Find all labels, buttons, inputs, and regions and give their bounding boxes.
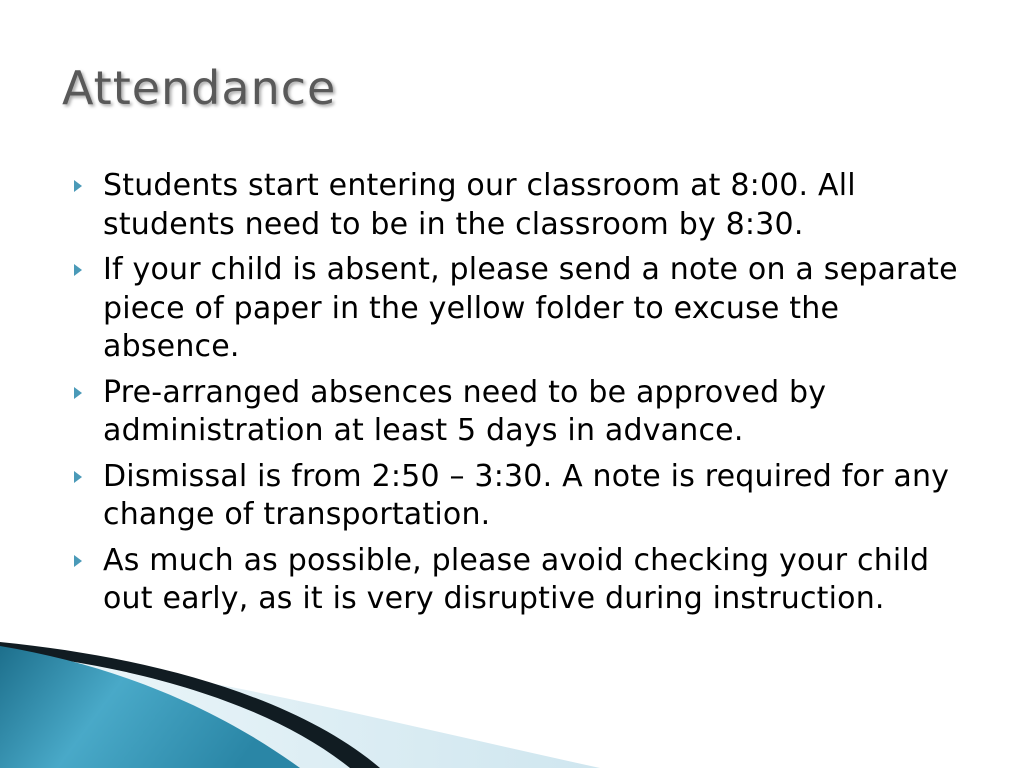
bullet-text: Dismissal is from 2:50 – 3:30. A note is required for any change of transportation. (103, 458, 950, 532)
bullet-text: Students start entering our classroom at 8:00. All students need to be in the classroom by 8:30. (103, 168, 856, 242)
triangle-bullet-icon (74, 180, 82, 192)
bullet-list (74, 167, 974, 626)
bullet-item (74, 167, 974, 244)
bullet-item (74, 251, 974, 367)
slide-title: Attendance (62, 61, 337, 115)
bullet-text: Pre-arranged absences need to be approved by administration at least 5 days in advance. (103, 374, 827, 448)
bullet-text: If your child is absent, please send a note on a separate piece of paper in the yellow folder to excuse the absence. (103, 252, 958, 364)
triangle-bullet-icon (74, 264, 82, 276)
triangle-bullet-icon (74, 387, 82, 399)
bullet-text: As much as possible, please avoid checking your child out early, as it is very disruptive during instruction. (103, 542, 930, 616)
triangle-bullet-icon (74, 471, 82, 483)
triangle-bullet-icon (74, 555, 82, 567)
bullet-item (74, 374, 974, 451)
decorative-wave (0, 600, 1024, 768)
bullet-item (74, 458, 974, 535)
